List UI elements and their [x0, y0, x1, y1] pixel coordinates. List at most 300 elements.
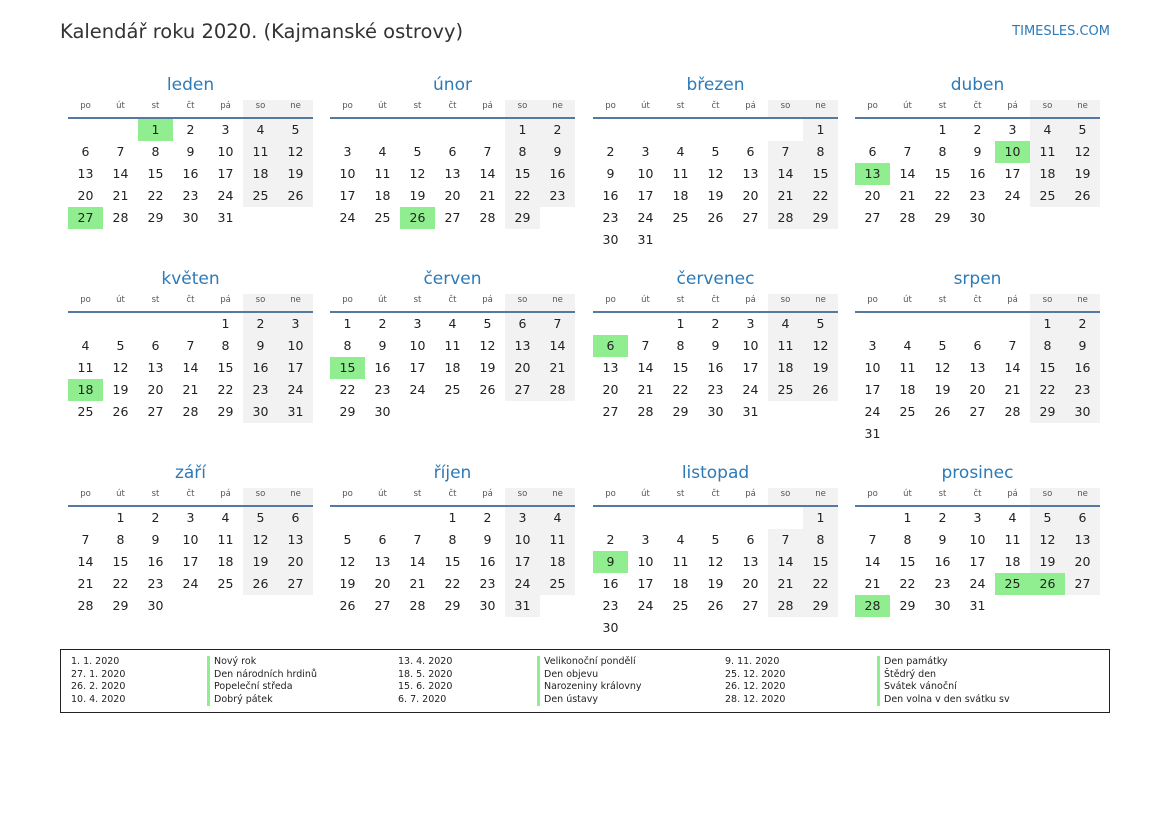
- holiday-day-cell: 9: [593, 551, 628, 573]
- day-cell: 23: [479, 576, 496, 591]
- month-name: říjen: [433, 463, 472, 483]
- weekday-label: ne: [803, 100, 838, 117]
- weekday-label: čt: [973, 295, 982, 305]
- day-cell: 20: [1065, 551, 1100, 573]
- weekday-label: so: [243, 294, 278, 311]
- day-cell: 26: [479, 382, 496, 397]
- day-cell: 24: [409, 382, 426, 397]
- weekday-label: pá: [220, 295, 231, 305]
- day-cell: 4: [81, 338, 90, 353]
- day-cell: 29: [1030, 401, 1065, 423]
- day-cell: 7: [641, 338, 650, 353]
- holiday-day-cell: 18: [68, 379, 103, 401]
- day-cell: 28: [899, 210, 916, 225]
- legend-date: 10. 4. 2020: [71, 693, 126, 705]
- day-cell: 18: [1004, 554, 1021, 569]
- day-cell: 15: [672, 360, 689, 375]
- weekday-label: po: [605, 101, 616, 111]
- empty-cell: [995, 313, 1030, 335]
- day-cell: 18: [243, 163, 278, 185]
- legend-date: 26. 2. 2020: [71, 681, 126, 692]
- day-cell: 27: [602, 404, 619, 419]
- day-cell: 12: [707, 166, 724, 181]
- legend-date: 28. 12. 2020: [725, 693, 786, 705]
- day-cell: 23: [243, 379, 278, 401]
- weekday-label: ne: [1065, 488, 1100, 505]
- day-cell: 2: [711, 316, 720, 331]
- empty-cell: [68, 119, 103, 141]
- day-cell: 10: [278, 335, 313, 357]
- weekday-label: út: [641, 295, 650, 305]
- day-cell: 19: [1030, 551, 1065, 573]
- day-cell: 14: [899, 166, 916, 181]
- day-cell: 7: [868, 532, 877, 547]
- day-cell: 22: [934, 188, 951, 203]
- empty-cell: [400, 119, 435, 141]
- day-cell: 21: [637, 382, 654, 397]
- weekday-label: út: [378, 295, 387, 305]
- day-cell: 17: [1004, 166, 1021, 181]
- legend-dates: [71, 656, 125, 706]
- day-cell: 22: [803, 573, 838, 595]
- day-cell: 15: [505, 163, 540, 185]
- weekday-label: ne: [1065, 294, 1100, 311]
- weekday-label: út: [903, 295, 912, 305]
- empty-cell: [768, 119, 803, 141]
- day-cell: 31: [864, 426, 881, 441]
- weekday-label: so: [768, 100, 803, 117]
- day-cell: 1: [116, 510, 125, 525]
- legend-holiday-name: Popeleční středa: [207, 681, 317, 694]
- holiday-day-cell: 13: [855, 163, 890, 185]
- day-cell: 31: [278, 401, 313, 423]
- day-cell: 3: [186, 510, 195, 525]
- weekday-label: po: [605, 295, 616, 305]
- day-cell: 22: [1030, 379, 1065, 401]
- weekday-label: st: [676, 101, 685, 111]
- empty-cell: [330, 119, 365, 141]
- day-cell: 11: [768, 335, 803, 357]
- month-0: [68, 72, 313, 229]
- empty-cell: [593, 313, 628, 335]
- day-cell: 9: [186, 144, 195, 159]
- day-cell: 30: [602, 620, 619, 635]
- day-cell: 18: [672, 188, 689, 203]
- day-cell: 17: [278, 357, 313, 379]
- weekday-label: po: [80, 295, 91, 305]
- day-cell: 2: [973, 122, 982, 137]
- day-cell: 30: [934, 598, 951, 613]
- day-cell: 19: [112, 382, 129, 397]
- day-cell: 3: [641, 532, 650, 547]
- empty-cell: [593, 119, 628, 141]
- day-cell: 10: [505, 529, 540, 551]
- day-cell: 15: [899, 554, 916, 569]
- day-cell: 5: [1030, 507, 1065, 529]
- day-cell: 28: [637, 404, 654, 419]
- legend-names: [207, 656, 317, 706]
- day-cell: 17: [864, 382, 881, 397]
- empty-cell: [103, 313, 138, 335]
- day-cell: 21: [1004, 382, 1021, 397]
- day-cell: 23: [1065, 379, 1100, 401]
- day-cell: 22: [899, 576, 916, 591]
- day-cell: 17: [505, 551, 540, 573]
- month-name: srpen: [953, 269, 1002, 289]
- weekday-label: čt: [711, 295, 720, 305]
- day-grid: [330, 313, 575, 423]
- day-cell: 17: [182, 554, 199, 569]
- day-cell: 19: [707, 576, 724, 591]
- weekday-label: po: [342, 101, 353, 111]
- day-cell: 18: [217, 554, 234, 569]
- day-cell: 13: [969, 360, 986, 375]
- day-cell: 5: [116, 338, 125, 353]
- day-cell: 11: [1030, 141, 1065, 163]
- day-cell: 18: [540, 551, 575, 573]
- empty-cell: [470, 119, 505, 141]
- day-cell: 25: [899, 404, 916, 419]
- empty-cell: [855, 507, 890, 529]
- empty-cell: [103, 119, 138, 141]
- day-cell: 28: [182, 404, 199, 419]
- day-cell: 23: [602, 210, 619, 225]
- day-cell: 17: [637, 188, 654, 203]
- day-cell: 13: [1065, 529, 1100, 551]
- day-cell: 27: [505, 379, 540, 401]
- day-cell: 20: [278, 551, 313, 573]
- day-cell: 9: [151, 532, 160, 547]
- weekday-label: st: [151, 295, 160, 305]
- day-cell: 1: [448, 510, 457, 525]
- day-cell: 12: [479, 338, 496, 353]
- weekday-label: so: [243, 488, 278, 505]
- day-cell: 30: [182, 210, 199, 225]
- day-cell: 14: [409, 554, 426, 569]
- day-cell: 11: [217, 532, 234, 547]
- weekday-label: pá: [1007, 489, 1018, 499]
- empty-cell: [365, 119, 400, 141]
- day-cell: 16: [1065, 357, 1100, 379]
- day-cell: 18: [1030, 163, 1065, 185]
- day-cell: 12: [243, 529, 278, 551]
- day-cell: 23: [147, 576, 164, 591]
- legend-holiday-name: Svátek vánoční: [877, 681, 1010, 694]
- day-cell: 20: [969, 382, 986, 397]
- weekday-label: pá: [745, 101, 756, 111]
- day-cell: 12: [409, 166, 426, 181]
- month-9: [330, 460, 575, 617]
- day-cell: 12: [339, 554, 356, 569]
- holiday-day-cell: 1: [138, 119, 173, 141]
- day-cell: 25: [217, 576, 234, 591]
- day-cell: 20: [602, 382, 619, 397]
- weekday-label: po: [605, 489, 616, 499]
- day-cell: 22: [217, 382, 234, 397]
- day-cell: 2: [243, 313, 278, 335]
- weekday-header: [68, 100, 313, 119]
- legend-holiday-name: Den volna v den svátku sv: [877, 694, 1010, 707]
- site-link[interactable]: TIMESLES.COM: [1012, 24, 1110, 39]
- day-cell: 22: [147, 188, 164, 203]
- day-cell: 28: [77, 598, 94, 613]
- day-cell: 21: [409, 576, 426, 591]
- day-cell: 21: [112, 188, 129, 203]
- weekday-label: st: [938, 489, 947, 499]
- day-grid: [855, 119, 1100, 229]
- day-cell: 16: [182, 166, 199, 181]
- weekday-label: čt: [973, 101, 982, 111]
- legend-holiday-name: Den národních hrdinů: [207, 669, 317, 682]
- day-cell: 5: [278, 119, 313, 141]
- day-cell: 29: [147, 210, 164, 225]
- day-cell: 18: [374, 188, 391, 203]
- day-cell: 20: [444, 188, 461, 203]
- weekday-label: so: [768, 294, 803, 311]
- day-cell: 1: [505, 119, 540, 141]
- day-cell: 15: [112, 554, 129, 569]
- empty-cell: [855, 119, 890, 141]
- empty-cell: [663, 507, 698, 529]
- day-cell: 25: [672, 598, 689, 613]
- day-grid: [855, 313, 1100, 445]
- day-cell: 12: [1030, 529, 1065, 551]
- day-cell: 13: [505, 335, 540, 357]
- day-cell: 28: [112, 210, 129, 225]
- day-cell: 25: [374, 210, 391, 225]
- day-cell: 13: [602, 360, 619, 375]
- day-cell: 28: [1004, 404, 1021, 419]
- day-cell: 13: [147, 360, 164, 375]
- day-cell: 3: [221, 122, 230, 137]
- day-cell: 8: [116, 532, 125, 547]
- day-cell: 5: [413, 144, 422, 159]
- weekday-label: st: [413, 489, 422, 499]
- empty-cell: [68, 313, 103, 335]
- weekday-header: [68, 488, 313, 507]
- empty-cell: [768, 507, 803, 529]
- day-cell: 25: [243, 185, 278, 207]
- day-grid: [330, 507, 575, 617]
- day-cell: 24: [637, 210, 654, 225]
- day-cell: 29: [339, 404, 356, 419]
- day-cell: 30: [969, 210, 986, 225]
- empty-cell: [855, 313, 890, 335]
- day-cell: 4: [676, 144, 685, 159]
- empty-cell: [663, 119, 698, 141]
- weekday-label: ne: [540, 294, 575, 311]
- weekday-label: pá: [220, 101, 231, 111]
- day-cell: 8: [803, 529, 838, 551]
- weekday-header: [855, 488, 1100, 507]
- month-5: [330, 266, 575, 423]
- day-cell: 12: [707, 554, 724, 569]
- day-cell: 18: [672, 576, 689, 591]
- day-cell: 27: [742, 210, 759, 225]
- day-cell: 15: [934, 166, 951, 181]
- holiday-day-cell: 15: [330, 357, 365, 379]
- day-cell: 24: [637, 598, 654, 613]
- day-cell: 23: [969, 188, 986, 203]
- day-cell: 11: [1004, 532, 1021, 547]
- legend-date: 15. 6. 2020: [398, 681, 453, 692]
- day-cell: 11: [77, 360, 94, 375]
- day-cell: 19: [479, 360, 496, 375]
- month-name: listopad: [681, 463, 750, 483]
- day-cell: 30: [1065, 401, 1100, 423]
- weekday-label: st: [413, 295, 422, 305]
- empty-cell: [68, 507, 103, 529]
- day-cell: 1: [676, 316, 685, 331]
- weekday-header: [593, 294, 838, 313]
- day-cell: 25: [444, 382, 461, 397]
- weekday-label: pá: [220, 489, 231, 499]
- day-cell: 28: [768, 595, 803, 617]
- empty-cell: [628, 507, 663, 529]
- page-title: Kalendář roku 2020. (Kajmanské ostrovy): [60, 20, 464, 43]
- day-cell: 11: [672, 554, 689, 569]
- empty-cell: [698, 119, 733, 141]
- day-cell: 7: [81, 532, 90, 547]
- day-cell: 13: [444, 166, 461, 181]
- day-cell: 27: [864, 210, 881, 225]
- weekday-label: ne: [278, 294, 313, 311]
- day-cell: 3: [746, 316, 755, 331]
- day-cell: 2: [540, 119, 575, 141]
- day-cell: 16: [479, 554, 496, 569]
- legend-date: 18. 5. 2020: [398, 668, 453, 680]
- month-7: [855, 266, 1100, 445]
- day-cell: 8: [676, 338, 685, 353]
- day-cell: 14: [768, 551, 803, 573]
- day-cell: 19: [803, 357, 838, 379]
- day-cell: 25: [77, 404, 94, 419]
- weekday-header: [593, 100, 838, 119]
- day-cell: 20: [147, 382, 164, 397]
- day-cell: 8: [221, 338, 230, 353]
- empty-cell: [698, 507, 733, 529]
- day-cell: 6: [868, 144, 877, 159]
- weekday-header: [593, 488, 838, 507]
- day-cell: 30: [243, 401, 278, 423]
- day-cell: 27: [742, 598, 759, 613]
- legend-names: [877, 656, 1010, 706]
- weekday-label: st: [151, 101, 160, 111]
- day-cell: 19: [934, 382, 951, 397]
- weekday-label: ne: [540, 488, 575, 505]
- day-cell: 29: [112, 598, 129, 613]
- day-cell: 13: [278, 529, 313, 551]
- day-cell: 4: [676, 532, 685, 547]
- day-cell: 24: [1004, 188, 1021, 203]
- empty-cell: [890, 119, 925, 141]
- day-cell: 24: [864, 404, 881, 419]
- day-cell: 6: [505, 313, 540, 335]
- empty-cell: [733, 507, 768, 529]
- day-cell: 12: [934, 360, 951, 375]
- day-cell: 14: [768, 163, 803, 185]
- day-cell: 9: [711, 338, 720, 353]
- day-cell: 22: [672, 382, 689, 397]
- day-cell: 25: [768, 379, 803, 401]
- month-name: květen: [161, 269, 220, 289]
- weekday-label: so: [505, 100, 540, 117]
- legend-date: 27. 1. 2020: [71, 668, 126, 680]
- day-cell: 2: [378, 316, 387, 331]
- day-cell: 19: [409, 188, 426, 203]
- day-cell: 2: [186, 122, 195, 137]
- legend-holiday-name: Den památky: [877, 656, 1010, 669]
- holiday-day-cell: 28: [855, 595, 890, 617]
- day-grid: [593, 507, 838, 639]
- weekday-label: ne: [540, 100, 575, 117]
- day-cell: 17: [969, 554, 986, 569]
- weekday-label: st: [676, 489, 685, 499]
- day-cell: 4: [243, 119, 278, 141]
- day-cell: 21: [864, 576, 881, 591]
- day-cell: 25: [1030, 185, 1065, 207]
- day-cell: 4: [903, 338, 912, 353]
- day-cell: 30: [602, 232, 619, 247]
- day-cell: 15: [803, 163, 838, 185]
- day-cell: 19: [278, 163, 313, 185]
- day-cell: 10: [637, 166, 654, 181]
- day-cell: 26: [243, 573, 278, 595]
- day-cell: 30: [479, 598, 496, 613]
- day-cell: 5: [483, 316, 492, 331]
- day-cell: 16: [602, 188, 619, 203]
- holiday-day-cell: 27: [68, 207, 103, 229]
- day-cell: 9: [243, 335, 278, 357]
- day-cell: 14: [479, 166, 496, 181]
- day-cell: 24: [505, 573, 540, 595]
- month-4: [68, 266, 313, 423]
- weekday-header: [68, 294, 313, 313]
- day-cell: 3: [1008, 122, 1017, 137]
- day-cell: 3: [343, 144, 352, 159]
- day-cell: 12: [1065, 141, 1100, 163]
- weekday-label: pá: [482, 489, 493, 499]
- day-cell: 11: [243, 141, 278, 163]
- day-cell: 5: [938, 338, 947, 353]
- weekday-label: út: [116, 101, 125, 111]
- day-cell: 3: [413, 316, 422, 331]
- day-cell: 6: [448, 144, 457, 159]
- day-cell: 26: [707, 210, 724, 225]
- weekday-label: čt: [711, 489, 720, 499]
- day-cell: 11: [540, 529, 575, 551]
- day-cell: 2: [151, 510, 160, 525]
- holiday-legend: [60, 649, 1110, 713]
- day-cell: 21: [182, 382, 199, 397]
- weekday-label: pá: [745, 489, 756, 499]
- weekday-label: ne: [803, 488, 838, 505]
- empty-cell: [400, 507, 435, 529]
- month-10: [593, 460, 838, 639]
- day-cell: 16: [707, 360, 724, 375]
- empty-cell: [173, 313, 208, 335]
- weekday-label: st: [676, 295, 685, 305]
- month-name: duben: [950, 75, 1005, 95]
- day-cell: 18: [899, 382, 916, 397]
- empty-cell: [628, 313, 663, 335]
- day-cell: 11: [374, 166, 391, 181]
- weekday-label: čt: [448, 101, 457, 111]
- day-cell: 18: [768, 357, 803, 379]
- weekday-label: út: [378, 489, 387, 499]
- day-cell: 6: [278, 507, 313, 529]
- legend-date: 26. 12. 2020: [725, 681, 786, 692]
